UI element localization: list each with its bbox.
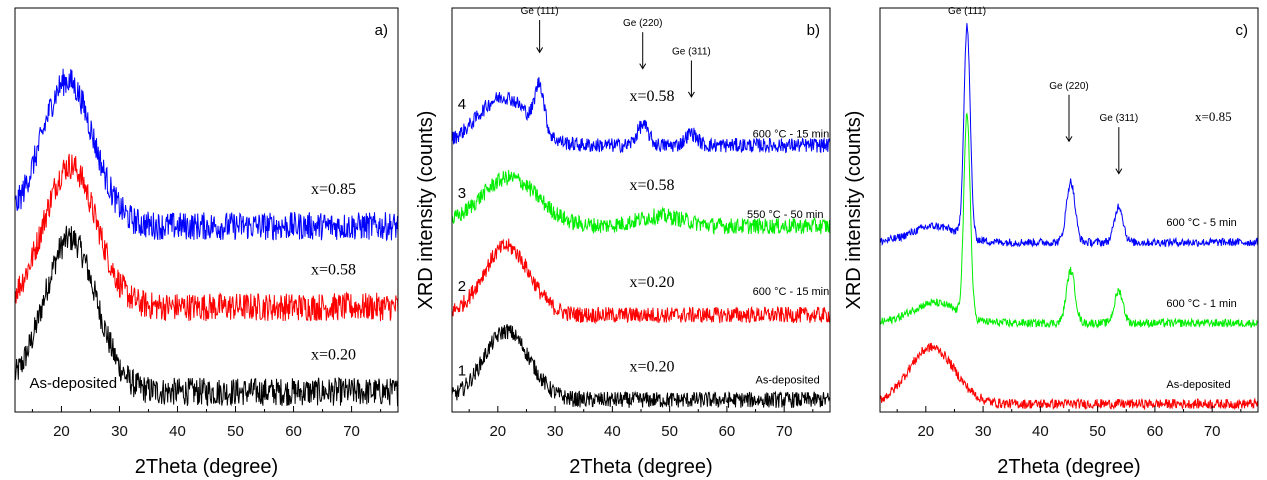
chart-panel-b (415, 6, 830, 478)
curve-number: 4 (457, 96, 467, 113)
annotation-label: x=0.20 (629, 358, 675, 376)
x-axis-label: 2Theta (degree) (134, 456, 279, 478)
annotation-label: 600 °C - 1 min (1166, 297, 1237, 310)
peak-marker-label: Ge (220) (1049, 80, 1089, 92)
chart-panel-c (843, 6, 1258, 478)
x-tick-label: 50 (1089, 423, 1106, 440)
peak-marker-label: Ge (111) (520, 6, 559, 18)
curve-number: 3 (457, 184, 467, 202)
chart-panel-a (0, 8, 398, 478)
annotation-label: x=0.20 (629, 273, 675, 291)
x-tick-label: 60 (1146, 423, 1164, 440)
y-axis-label: XRD intensity (counts) (843, 110, 865, 310)
x-tick-label: 30 (974, 423, 992, 440)
annotation-label: x=0.85 (310, 180, 356, 198)
x-tick-label: 70 (343, 423, 360, 440)
x-tick-label: 30 (546, 423, 564, 440)
annotation-label: x=0.58 (310, 261, 356, 279)
x-axis-label: 2Theta (degree) (569, 456, 713, 478)
panel-label: c) (1235, 22, 1248, 39)
x-tick-label: 40 (1032, 423, 1049, 440)
curve-number: 2 (457, 277, 467, 295)
x-axis-label: 2Theta (degree) (997, 456, 1141, 478)
curve-number: 1 (457, 362, 467, 380)
peak-marker-label: Ge (220) (622, 18, 663, 30)
annotation-label: 600 °C - 15 min (752, 128, 830, 141)
x-tick-label: 20 (917, 423, 935, 440)
x-tick-label: 70 (1203, 423, 1221, 440)
annotation-label: x=0.58 (629, 176, 675, 194)
x-tick-label: 20 (489, 423, 507, 440)
plot-frame (880, 8, 1258, 412)
annotation-label: 600 °C - 5 min (1166, 217, 1237, 230)
panel-label: a) (374, 22, 388, 39)
series-line (880, 343, 1258, 409)
x-tick-label: 50 (661, 423, 678, 440)
x-tick-label: 60 (718, 423, 736, 440)
x-tick-label: 50 (227, 423, 244, 440)
annotation-label: As-deposited (755, 374, 820, 387)
annotation-label: x=0.85 (1195, 109, 1232, 125)
x-tick-label: 20 (53, 423, 70, 440)
annotation-label: x=0.20 (310, 346, 356, 364)
annotation-label: x=0.58 (629, 87, 675, 105)
panel-label: b) (806, 22, 820, 39)
x-tick-label: 40 (604, 423, 621, 440)
annotation-label: 550 °C - 50 min (746, 209, 824, 222)
annotation-label: As-deposited (29, 374, 118, 392)
peak-marker-label: Ge (311) (1099, 113, 1139, 125)
x-tick-label: 70 (775, 423, 793, 440)
y-axis-label: XRD intensity (counts) (415, 110, 437, 310)
annotation-label: As-deposited (1166, 378, 1231, 391)
peak-marker-label: Ge (311) (672, 46, 711, 58)
annotation-label: 600 °C - 15 min (752, 285, 830, 298)
x-tick-label: 30 (111, 423, 128, 440)
peak-marker-label: Ge (111) (948, 6, 987, 18)
x-tick-label: 40 (169, 423, 186, 440)
series-line (15, 69, 398, 241)
x-tick-label: 60 (285, 423, 302, 440)
